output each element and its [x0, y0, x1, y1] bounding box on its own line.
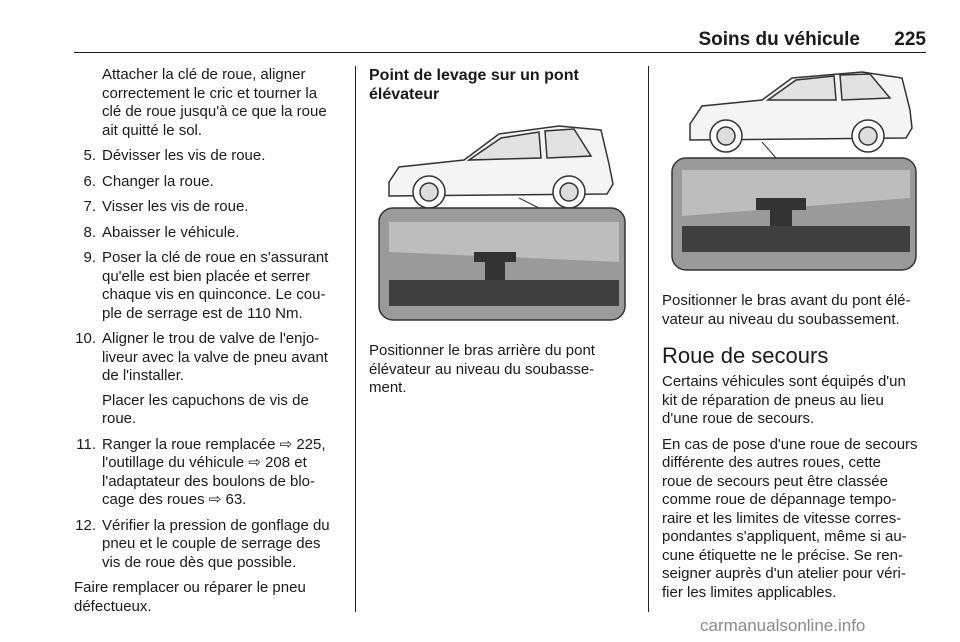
caption-line: Positionner le bras arrière du pont — [369, 342, 595, 359]
step-line: pneu et le couple de serrage des — [102, 535, 321, 552]
section-heading — [369, 66, 633, 104]
step-number: 5. — [83, 147, 96, 164]
step-line: Aligner le trou de valve de l'enjo- — [102, 330, 320, 347]
intro-line: correctement le cric et tourner la — [102, 84, 318, 102]
step-line: ple de serrage est de 110 Nm. — [102, 304, 303, 322]
step-number: 8. — [83, 223, 96, 241]
step-line: Abaisser le véhicule. — [102, 223, 240, 241]
outro-line: défectueux. — [74, 597, 152, 615]
front-lift-caption — [662, 292, 926, 329]
step-line: Placer les capuchons de vis de — [102, 391, 309, 409]
section-title: Roue de secours — [662, 343, 829, 368]
lift-pad — [474, 252, 516, 262]
step-10 — [74, 330, 346, 429]
paragraph-line: roue de secours peut être classée — [662, 472, 888, 490]
step-number: 7. — [83, 198, 96, 215]
column-2-caption — [369, 342, 633, 398]
caption-line: ment. — [369, 379, 407, 396]
outro-line: Faire remplacer ou réparer le pneu — [74, 579, 306, 596]
step-line: Dévisser les vis de roue. — [102, 147, 266, 164]
outro-paragraph — [74, 579, 346, 616]
step-line: cage des roues ⇨ 63. — [102, 491, 247, 508]
step-line: Changer la roue. — [102, 172, 214, 190]
lift-arm — [682, 226, 910, 252]
header-rule — [74, 52, 926, 53]
step-line: chaque vis en quinconce. Le cou- — [102, 286, 326, 303]
step-line: Ranger la roue remplacée ⇨ 225, — [102, 435, 326, 453]
column-2 — [369, 66, 633, 104]
step-line: Vérifier la pression de gonflage du — [102, 516, 330, 534]
step-line: l'outillage du véhicule ⇨ 208 et — [102, 454, 307, 471]
column-divider-1 — [355, 66, 356, 612]
column-3-text — [662, 292, 926, 609]
intro-paragraph — [74, 66, 346, 140]
step-line: de l'installer. — [102, 367, 185, 384]
page-header-title: Soins du véhicule — [698, 29, 860, 50]
step-7 — [74, 198, 346, 217]
step-8 — [74, 224, 346, 243]
step-number: 12. — [75, 516, 96, 534]
paragraph-line: cune étiquette ne le précise. Se ren- — [662, 546, 903, 564]
front-lift-point-illustration — [662, 66, 926, 278]
heading-line: Point de levage sur un pont — [369, 67, 579, 84]
step-9 — [74, 249, 346, 323]
step-line: roue. — [102, 410, 137, 427]
lift-arm — [389, 280, 619, 306]
paragraph-line: seigner auprès d'un atelier pour véri- — [662, 565, 906, 582]
intro-line: Attacher la clé de roue, aligner — [102, 66, 306, 83]
spare-wheel-paragraph-2 — [662, 436, 926, 603]
intro-line: ait quitté le sol. — [102, 121, 203, 139]
step-line: vis de roue dès que possible. — [102, 553, 297, 571]
paragraph-line: d'une roue de secours. — [662, 410, 815, 427]
step-11 — [74, 436, 346, 510]
step-5 — [74, 147, 346, 166]
step-sub-paragraph — [102, 392, 346, 429]
paragraph-line: différente des autres roues, cette — [662, 454, 882, 471]
paragraph-line: fier les limites applicables. — [662, 583, 837, 601]
rear-lift-point-illustration — [369, 112, 633, 328]
paragraph-line: raire et les limites de vitesse corres- — [662, 509, 902, 527]
spare-wheel-paragraph-1 — [662, 373, 926, 429]
step-line: Visser les vis de roue. — [102, 198, 249, 215]
watermark: carmanualsonline.info — [700, 616, 866, 635]
caption-line: vateur au niveau du soubassement. — [662, 310, 900, 328]
lift-pad — [756, 198, 806, 210]
heading-line: élévateur — [369, 86, 440, 103]
step-number: 9. — [83, 249, 96, 266]
step-12 — [74, 517, 346, 573]
paragraph-line: comme roue de dépannage tempo- — [662, 491, 897, 508]
caption-line: Positionner le bras avant du pont élé- — [662, 292, 911, 309]
paragraph-line: kit de réparation de pneus au lieu — [662, 391, 884, 409]
step-number: 6. — [83, 172, 96, 190]
paragraph-line: pondantes s'appliquent, même si au- — [662, 528, 907, 545]
step-number: 10. — [75, 330, 96, 347]
caption-line: élévateur au niveau du soubasse- — [369, 360, 595, 378]
step-line: l'adaptateur des boulons de blo- — [102, 472, 316, 490]
step-line: qu'elle est bien placée et serrer — [102, 267, 310, 285]
page-number: 225 — [894, 29, 926, 50]
column-divider-2 — [648, 66, 649, 612]
intro-line: clé de roue jusqu'à ce que la roue — [102, 103, 327, 120]
lift-post — [485, 262, 505, 280]
step-6 — [74, 173, 346, 192]
step-line: liveur avec la valve de pneu avant — [102, 348, 328, 366]
paragraph-line: Certains véhicules sont équipés d'un — [662, 373, 906, 390]
step-number: 11. — [76, 435, 96, 453]
step-line: Poser la clé de roue en s'assurant — [102, 249, 329, 266]
column-1 — [74, 66, 346, 623]
paragraph-line: En cas de pose d'une roue de secours — [662, 435, 918, 453]
